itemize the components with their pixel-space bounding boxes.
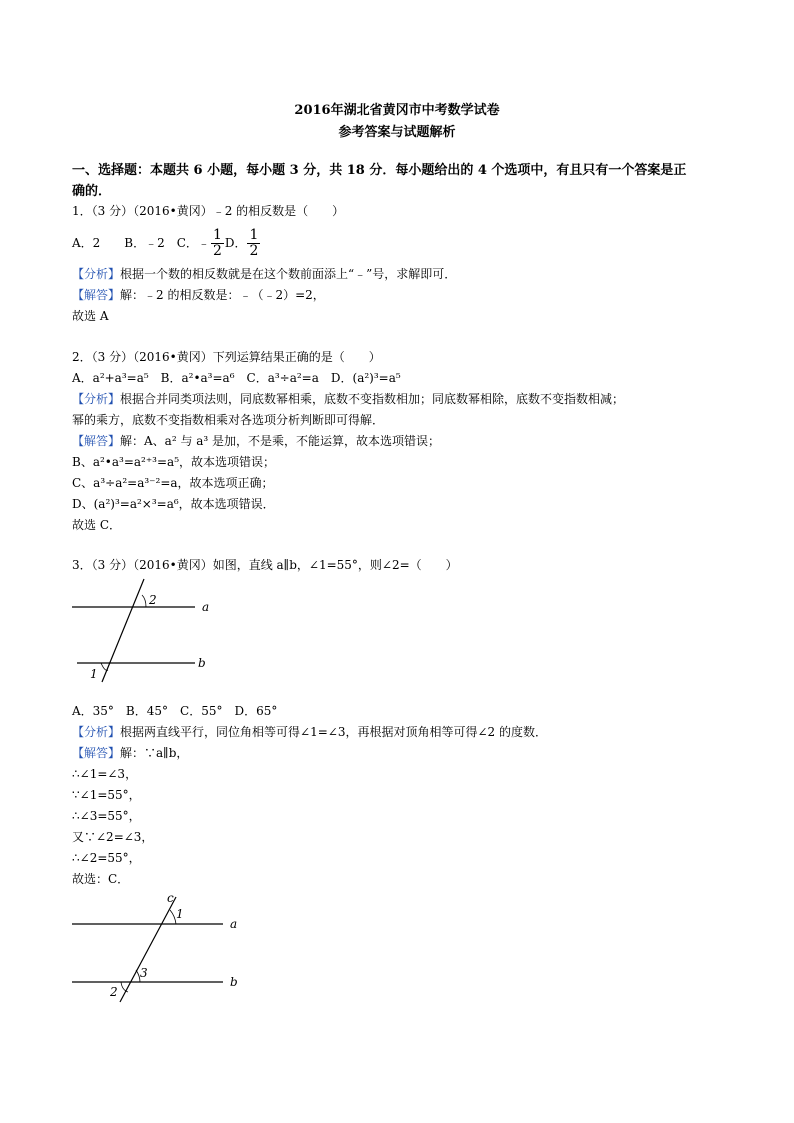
q3-options: A．35° B．45° C．55° D．65° (72, 704, 278, 718)
q3-answer (72, 745, 188, 761)
q2-step-c: C、a³÷a²=a³⁻²=a，故本选项正确； (72, 476, 274, 490)
fraction-numerator: 1 (212, 227, 222, 243)
q1-option-d: D． (224, 236, 247, 250)
q1-analysis-text: 根据一个数的相反数就是在这个数前面添上“﹣”号，求解即可． (120, 267, 457, 281)
answer-tag: 【解答】 (72, 746, 121, 760)
q1-fraction-d (247, 228, 260, 259)
q2-choice: 故选 C． (72, 518, 121, 532)
q3-step-5: ∴∠2=55°， (72, 851, 141, 865)
q3-analysis-text: 根据两直线平行，同位角相等可得∠1=∠3，再根据对顶角相等可得∠2 的度数． (120, 725, 547, 739)
label-1: 1 (90, 667, 98, 681)
fraction-numerator: 1 (249, 227, 259, 243)
fraction-denominator: 2 (212, 243, 222, 259)
q1-answer-text: 解：﹣2 的相反数是：﹣（﹣2）=2， (120, 288, 325, 302)
section-heading (72, 160, 722, 202)
q1-stem: 1．（3 分）（2016•黄冈）﹣2 的相反数是（ ） (72, 204, 345, 218)
q1-analysis (72, 266, 456, 282)
q3-analysis (72, 724, 547, 740)
label-3: 3 (140, 966, 148, 980)
answer-tag: 【解答】 (72, 288, 121, 302)
analysis-tag: 【分析】 (72, 392, 121, 406)
q3-step-3: ∴∠3=55°， (72, 809, 141, 823)
label-1: 1 (176, 907, 184, 921)
label-a: a (202, 600, 210, 614)
q2-analysis (72, 391, 624, 407)
label-b: b (230, 975, 238, 989)
q2-analysis-text: 根据合并同类项法则，同底数幂相乘，底数不变指数相加；同底数幂相除，底数不变指数相减； (120, 392, 625, 406)
transversal-c (120, 897, 176, 1002)
q3-step-2: ∵∠1=55°， (72, 788, 141, 802)
q3-choice: 故选：C． (72, 872, 130, 886)
label-a: a (230, 917, 238, 931)
q1-choice: 故选 A (72, 309, 109, 323)
q2-analysis-cont: 幂的乘方，底数不变指数相乘对各选项分析判断即可得解． (72, 413, 385, 427)
analysis-tag: 【分析】 (72, 725, 121, 739)
q3-figure-2 (70, 890, 245, 1005)
q3-answer-text: 解：∵a∥b， (120, 746, 189, 760)
q3-step-4: 又∵∠2=∠3， (72, 830, 154, 844)
section-heading-line1: 一、选择题：本题共 6 小题，每小题 3 分，共 18 分．每小题给出的 4 个选项中，有且只有一个答案是正 (72, 163, 687, 178)
answer-tag: 【解答】 (72, 434, 121, 448)
fraction-denominator: 2 (249, 243, 259, 259)
label-c: c (167, 891, 174, 905)
q1-options (72, 226, 261, 260)
q2-step-b: B、a²•a³=a²⁺³=a⁵，故本选项错误； (72, 455, 276, 469)
q2-answer (72, 433, 440, 449)
angle-arc-2 (121, 982, 128, 992)
q1-options-abc: A．2 B．﹣2 C．﹣ (72, 236, 210, 250)
analysis-tag: 【分析】 (72, 267, 121, 281)
q3-figure-1 (70, 576, 230, 686)
q1-answer (72, 287, 325, 303)
q2-stem: 2．（3 分）（2016•黄冈）下列运算结果正确的是（ ） (72, 350, 381, 364)
q2-answer-text: 解：A、a² 与 a³ 是加，不是乘，不能运算，故本选项错误； (120, 434, 441, 448)
angle-arc-2 (142, 595, 146, 607)
q2-step-d: D、(a²)³=a²×³=a⁶，故本选项错误． (72, 497, 275, 511)
label-2: 2 (110, 985, 118, 999)
transversal (102, 579, 144, 682)
q3-stem: 3．（3 分）（2016•黄冈）如图，直线 a∥b，∠1=55°，则∠2=（ ） (72, 558, 458, 572)
label-2: 2 (149, 593, 157, 607)
section-heading-line2: 确的． (72, 184, 112, 199)
q1-fraction-c (211, 228, 224, 259)
q2-options: A．a²+a³=a⁵ B．a²•a³=a⁶ C．a³÷a²=a D．(a²)³=a⁵ (72, 371, 401, 385)
doc-subtitle: 参考答案与试题解析 (338, 125, 456, 140)
q3-step-1: ∴∠1=∠3， (72, 767, 138, 781)
doc-title: 2016年湖北省黄冈市中考数学试卷 (294, 103, 500, 118)
label-b: b (198, 656, 206, 670)
